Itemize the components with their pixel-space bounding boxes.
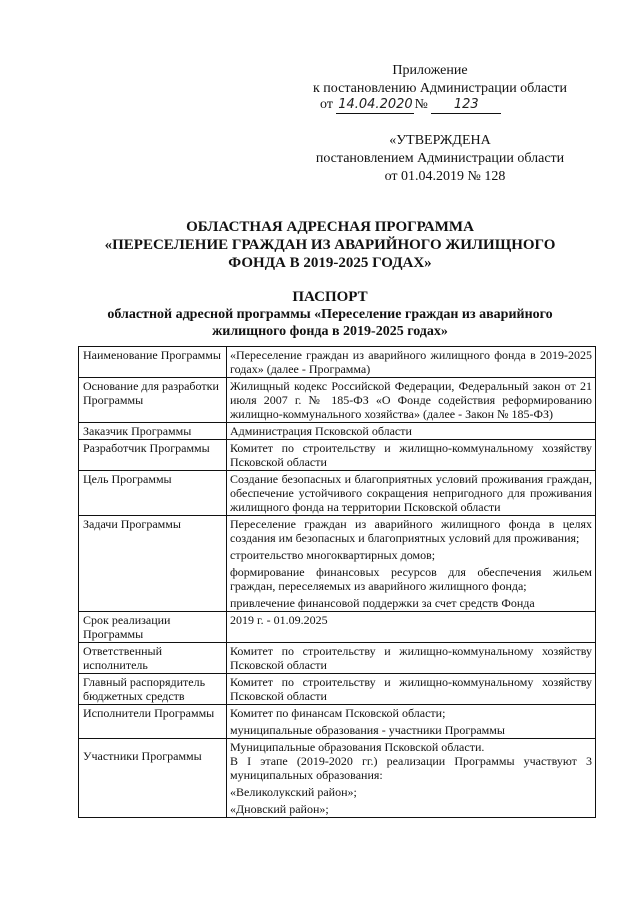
program-title-line2: «ПЕРЕСЕЛЕНИЕ ГРАЖДАН ИЗ АВАРИЙНОГО ЖИЛИЩНОГО — [104, 237, 556, 253]
table-row — [79, 674, 596, 705]
task-item: формирование финансовых ресурсов для обеспечения жильем граждан, переселяемых из аварийного жилищного фонда; — [230, 565, 592, 593]
number-sign: № — [414, 97, 428, 112]
program-title-line1: ОБЛАСТНАЯ АДРЕСНАЯ ПРОГРАММА — [186, 219, 474, 235]
approved-date: от 01.04.2019 № 128 — [384, 169, 506, 184]
participant-item: В I этапе (2019-2020 гг.) реализации Программы участвуют 3 муниципальных образования: — [230, 754, 592, 782]
approved-by: постановлением Администрации области — [315, 151, 565, 166]
row-value: Создание безопасных и благоприятных условий проживания граждан, обеспечение устойчивого сокращения непригодного для проживания жилищного фонда на территории Псковской области — [227, 471, 596, 516]
program-title-line3: ФОНДА В 2019-2025 ГОДАХ» — [228, 255, 432, 271]
row-value — [227, 739, 596, 818]
participant-item: «Великолукский район»; — [230, 785, 357, 799]
row-key: Наименование Программы — [79, 347, 227, 378]
row-value: Жилищный кодекс Российской Федерации, Федеральный закон от 21 июля 2007 г. № 185-ФЗ «О Фонде содействия реформированию жилищно-коммунального хозяйства» (далее - Закон № 185-ФЗ) — [227, 378, 596, 423]
passport-subheading2: жилищного фонда в 2019-2025 годах» — [212, 324, 448, 339]
row-key: Разработчик Программы — [79, 440, 227, 471]
row-key: Участники Программы — [79, 739, 227, 818]
row-value: «Переселение граждан из аварийного жилищного фонда в 2019-2025 годах» (далее - Программа) — [227, 347, 596, 378]
row-value: Администрация Псковской области — [227, 423, 596, 440]
row-key: Цель Программы — [79, 471, 227, 516]
table-row — [79, 739, 596, 818]
executor-item: Комитет по финансам Псковской области; — [230, 706, 446, 720]
row-key: Заказчик Программы — [79, 423, 227, 440]
table-row — [79, 347, 596, 378]
handwritten-date: 14.04.2020 — [338, 97, 413, 112]
passport-heading: ПАСПОРТ — [292, 289, 368, 305]
approved-label: «УТВЕРЖДЕНА — [389, 133, 491, 148]
row-key: Ответственный исполнитель — [79, 643, 227, 674]
row-value — [227, 705, 596, 739]
row-value — [227, 516, 596, 612]
row-key: Главный распорядитель бюджетных средств — [79, 674, 227, 705]
row-value: 2019 г. - 01.09.2025 — [227, 612, 596, 643]
row-value: Комитет по строительству и жилищно-коммунальному хозяйству Псковской области — [227, 674, 596, 705]
table-row — [79, 378, 596, 423]
task-item: Переселение граждан из аварийного жилищного фонда в целях создания им безопасных и благоприятных условий для проживания; — [230, 517, 592, 545]
task-item: строительство многоквартирных домов; — [230, 548, 436, 562]
participant-item: «Дновский район»; — [230, 802, 329, 816]
row-key: Задачи Программы — [79, 516, 227, 612]
table-row — [79, 471, 596, 516]
table-row — [79, 516, 596, 612]
participant-item: Муниципальные образования Псковской области. — [230, 740, 485, 754]
passport-table — [78, 346, 596, 818]
resolution-date-line — [320, 96, 580, 114]
handwritten-number: 123 — [431, 97, 501, 114]
row-key: Основание для разработки Программы — [79, 378, 227, 423]
executor-item: муниципальные образования - участники Программы — [230, 723, 505, 737]
table-row — [79, 643, 596, 674]
task-item: привлечение финансовой поддержки за счет средств Фонда — [230, 596, 535, 610]
appendix-resolution: к постановлению Администрации области — [313, 81, 567, 96]
table-row — [79, 440, 596, 471]
table-row — [79, 423, 596, 440]
row-value: Комитет по строительству и жилищно-коммунальному хозяйству Псковской области — [227, 440, 596, 471]
table-row — [79, 705, 596, 739]
row-value: Комитет по строительству и жилищно-коммунальному хозяйству Псковской области — [227, 643, 596, 674]
table-row — [79, 612, 596, 643]
passport-subheading1: областной адресной программы «Переселение граждан из аварийного — [107, 307, 553, 322]
from-prefix: от — [320, 97, 333, 112]
appendix-label: Приложение — [392, 63, 468, 78]
row-key: Срок реализации Программы — [79, 612, 227, 643]
row-key: Исполнители Программы — [79, 705, 227, 739]
